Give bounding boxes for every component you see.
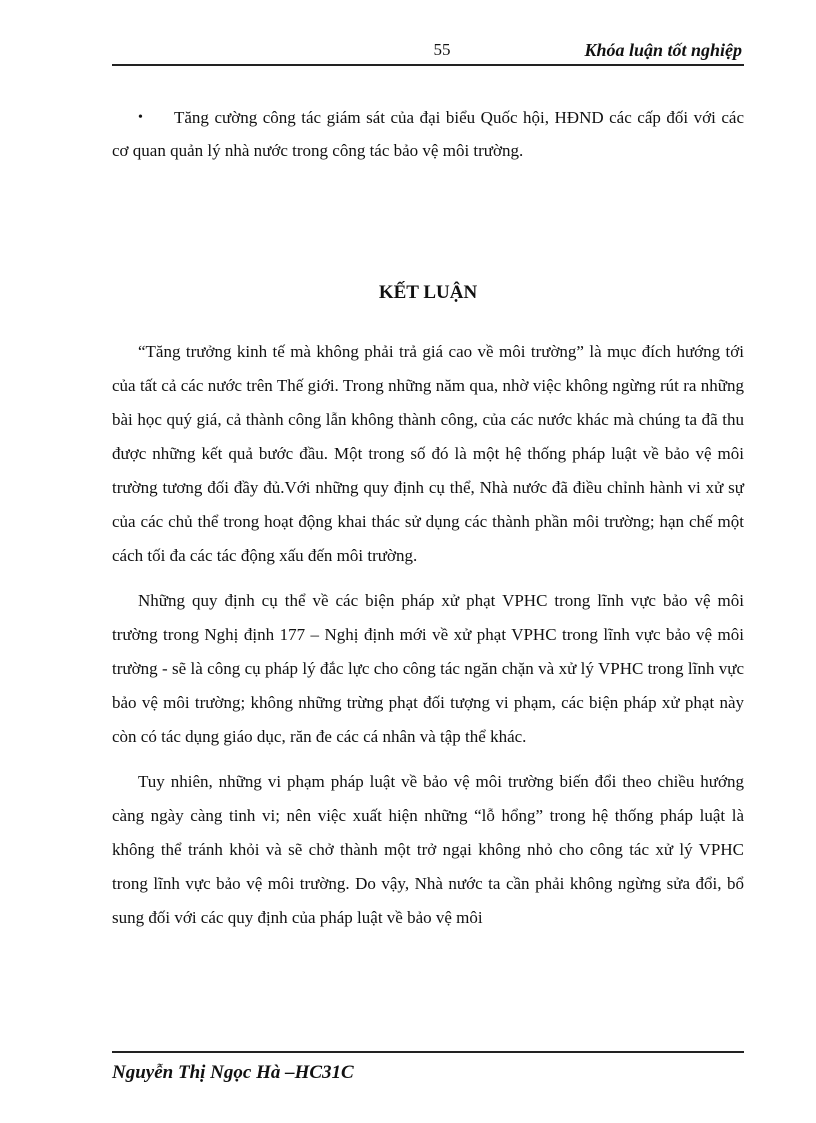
footer-divider <box>112 1051 744 1053</box>
paragraph: Những quy định cụ thể về các biện pháp xử phạt VPHC trong lĩnh vực bảo vệ môi trường trong Nghị định 177 – Nghị định mới về xử phạt VPHC trong lĩnh vực bảo vệ môi trường - sẽ là công cụ pháp lý đắc lực cho công tác ngăn chặn và xử lý VPHC trong lĩnh vực bảo vệ môi trường; không những trừng phạt đối tượng vi phạm, các biện pháp xử phạt này còn có tác dụng giáo dục, răn đe các cá nhân và tập thể khác. <box>112 591 744 746</box>
footer-author: Nguyễn Thị Ngọc Hà –HC31C <box>112 1062 354 1083</box>
document-title: Khóa luận tốt nghiệp <box>584 40 742 60</box>
bullet-icon: • <box>138 110 143 125</box>
paragraph: “Tăng trưởng kinh tế mà không phải trả giá cao về môi trường” là mục đích hướng tới của tất cả các nước trên Thế giới. Trong những năm qua, nhờ việc không ngừng rút ra những bài học quý giá, cả thành công lẫn không thành công, của các nước khác mà chúng ta đã thu được những kết quả bước đầu. Một trong số đó là một hệ thống pháp luật về bảo vệ môi trường tương đối đầy đủ.Với những quy định cụ thể, Nhà nước đã điều chỉnh hành vi xử sự của các chủ thể trong hoạt động khai thác sử dụng các thành phần môi trường; hạn chế một cách tối đa các tác động xấu đến môi trường. <box>112 342 744 565</box>
bullet-item <box>112 101 744 167</box>
page-header <box>112 36 744 66</box>
section-heading: KẾT LUẬN <box>378 282 478 303</box>
page-number: 55 <box>433 40 451 59</box>
paragraph: Tuy nhiên, những vi phạm pháp luật về bảo vệ môi trường biến đổi theo chiều hướng càng ngày càng tinh vi; nên việc xuất hiện những “lỗ hổng” trong hệ thống pháp luật là không thể tránh khỏi và sẽ chở thành một trở ngại không nhỏ cho công tác xử lý VPHC trong lĩnh vực bảo vệ môi trường. Do vậy, Nhà nước ta cần phải không ngừng sửa đổi, bổ sung đối với các quy định của pháp luật về bảo vệ môi <box>112 772 744 927</box>
header-divider <box>112 64 744 66</box>
body-content <box>112 335 744 946</box>
bullet-text: Tăng cường công tác giám sát của đại biểu Quốc hội, HĐND các cấp đối với các cơ quan quản lý nhà nước trong công tác bảo vệ môi trường. <box>112 108 744 160</box>
